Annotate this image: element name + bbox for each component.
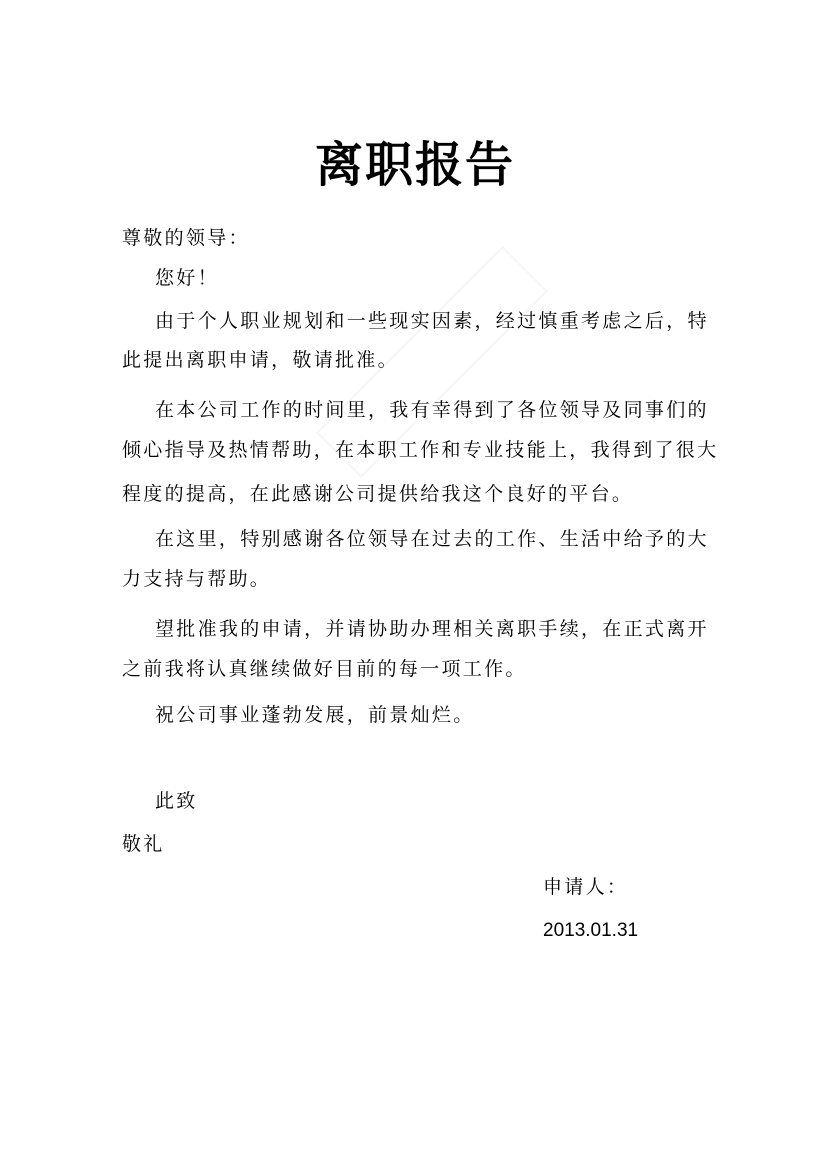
salutation: 尊敬的领导： bbox=[122, 227, 250, 249]
paragraph-line: 力支持与帮助。 bbox=[122, 568, 272, 590]
signature-date: 2013.01.31 bbox=[543, 920, 639, 941]
closing-jingli: 敬礼 bbox=[122, 833, 165, 855]
paragraph-line: 此提出离职申请，敬请批准。 bbox=[122, 349, 399, 371]
paragraph-line: 在本公司工作的时间里，我有幸得到了各位领导及同事们的 bbox=[155, 399, 709, 421]
paragraph-line: 倾心指导及热情帮助，在本职工作和专业技能上，我得到了很大 bbox=[122, 439, 719, 461]
paragraph-line: 祝公司事业蓬勃发展，前景灿烂。 bbox=[155, 704, 475, 726]
closing-cizhi: 此致 bbox=[155, 790, 198, 812]
paragraph-line: 在这里，特别感谢各位领导在过去的工作、生活中给予的大 bbox=[155, 528, 709, 550]
paragraph-line: 望批准我的申请，并请协助办理相关离职手续，在正式离开 bbox=[155, 618, 709, 640]
document-title: 离职报告 bbox=[314, 137, 515, 193]
paragraph-line: 程度的提高，在此感谢公司提供给我这个良好的平台。 bbox=[122, 483, 634, 505]
greeting: 您好！ bbox=[155, 267, 219, 289]
paragraph-line: 由于个人职业规划和一些现实因素，经过慎重考虑之后，特 bbox=[155, 310, 709, 332]
paragraph-line: 之前我将认真继续做好目前的每一项工作。 bbox=[122, 658, 527, 680]
applicant-label: 申请人： bbox=[543, 876, 629, 898]
